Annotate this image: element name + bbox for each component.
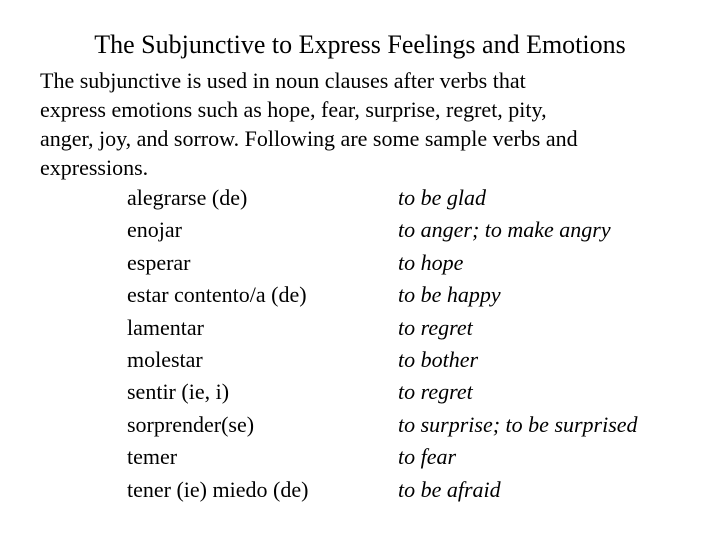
spanish-term: tener (ie) miedo (de) (127, 476, 309, 502)
intro-paragraph (40, 66, 700, 182)
vocabulary-list (0, 182, 720, 506)
english-meaning: to regret (398, 314, 473, 340)
spanish-term: alegrarse (de) (127, 185, 248, 210)
vocab-row (0, 409, 720, 441)
vocab-row (0, 441, 720, 473)
english-meaning: to be glad (398, 185, 486, 210)
slide-title: The Subjunctive to Express Feelings and Emotions (94, 30, 626, 59)
spanish-term: sorprender(se) (127, 411, 255, 437)
english-meaning: to surprise; to be surprised (398, 411, 638, 437)
vocab-row (0, 474, 720, 506)
english-meaning: to be afraid (398, 476, 501, 502)
english-meaning: to regret (398, 379, 473, 405)
vocab-row (0, 279, 720, 311)
vocab-row (0, 344, 720, 376)
english-meaning: to be happy (398, 282, 501, 308)
vocab-row (0, 312, 720, 344)
intro-line: expressions. (40, 155, 149, 180)
spanish-term: estar contento/a (de) (127, 282, 307, 308)
vocab-row (0, 214, 720, 246)
vocab-row (0, 247, 720, 279)
vocab-row (0, 376, 720, 408)
spanish-term: esperar (127, 249, 191, 275)
vocab-row (0, 182, 720, 214)
english-meaning: to anger; to make angry (398, 217, 611, 243)
intro-line: express emotions such as hope, fear, surprise, regret, pity, (40, 97, 547, 122)
english-meaning: to hope (398, 249, 464, 275)
spanish-term: molestar (127, 346, 203, 372)
intro-line: The subjunctive is used in noun clauses after verbs that (40, 68, 526, 93)
spanish-term: lamentar (127, 314, 204, 340)
english-meaning: to bother (398, 346, 479, 372)
spanish-term: sentir (ie, i) (127, 379, 230, 405)
english-meaning: to fear (398, 444, 457, 470)
spanish-term: enojar (127, 217, 182, 243)
spanish-term: temer (127, 444, 178, 470)
intro-line: anger, joy, and sorrow. Following are some sample verbs and (40, 126, 578, 151)
